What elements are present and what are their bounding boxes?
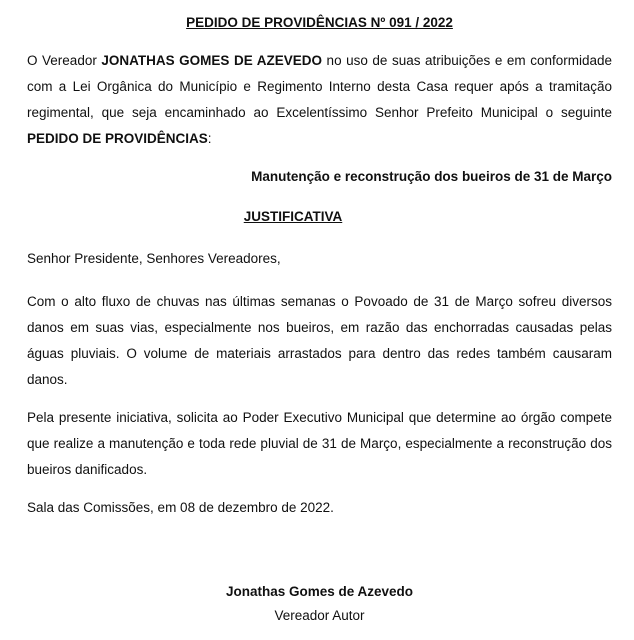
signature-role: Vereador Autor xyxy=(274,608,365,623)
opening-text-1: O Vereador xyxy=(27,53,102,68)
author-name-uppercase: JONATHAS GOMES DE AZEVEDO xyxy=(101,53,323,68)
justification-heading: JUSTIFICATIVA xyxy=(243,209,343,224)
opening-text-2: no uso de suas atribuições e em conformidade com a Lei Orgânica do Município e Regimento Interno desta Casa requer após a tramitação regimental, que seja encaminhado ao Excelentíssimo Senhor Prefeito Municipal o seguinte xyxy=(27,53,612,120)
opening-paragraph xyxy=(27,48,612,152)
dateline: Sala das Comissões, em 08 de dezembro de 2022. xyxy=(27,500,334,515)
signature-block xyxy=(27,579,612,627)
opening-text-3: : xyxy=(207,131,212,146)
salutation: Senhor Presidente, Senhores Vereadores, xyxy=(27,251,281,266)
body-paragraph-1: Com o alto fluxo de chuvas nas últimas semanas o Povoado de 31 de Março sofreu diversos danos em suas vias, especialmente nos bueiros, em razão das enchorradas causadas pelas águas pluviais. O volume de materiais arrastados para dentro das redes também causaram danos. xyxy=(27,294,612,387)
body-paragraph-2: Pela presente iniciativa, solicita ao Poder Executivo Municipal que determine ao órgão compete que realize a manutenção e toda rede pluvial de 31 de Março, especialmente a reconstrução dos bueiros danificados. xyxy=(27,410,612,477)
document-title: PEDIDO DE PROVIDÊNCIAS Nº 091 / 2022 xyxy=(186,15,453,30)
subject-line: Manutenção e reconstrução dos bueiros de 31 de Março xyxy=(251,169,612,184)
request-type-label: PEDIDO DE PROVIDÊNCIAS xyxy=(27,131,208,146)
signature-name: Jonathas Gomes de Azevedo xyxy=(225,584,414,599)
